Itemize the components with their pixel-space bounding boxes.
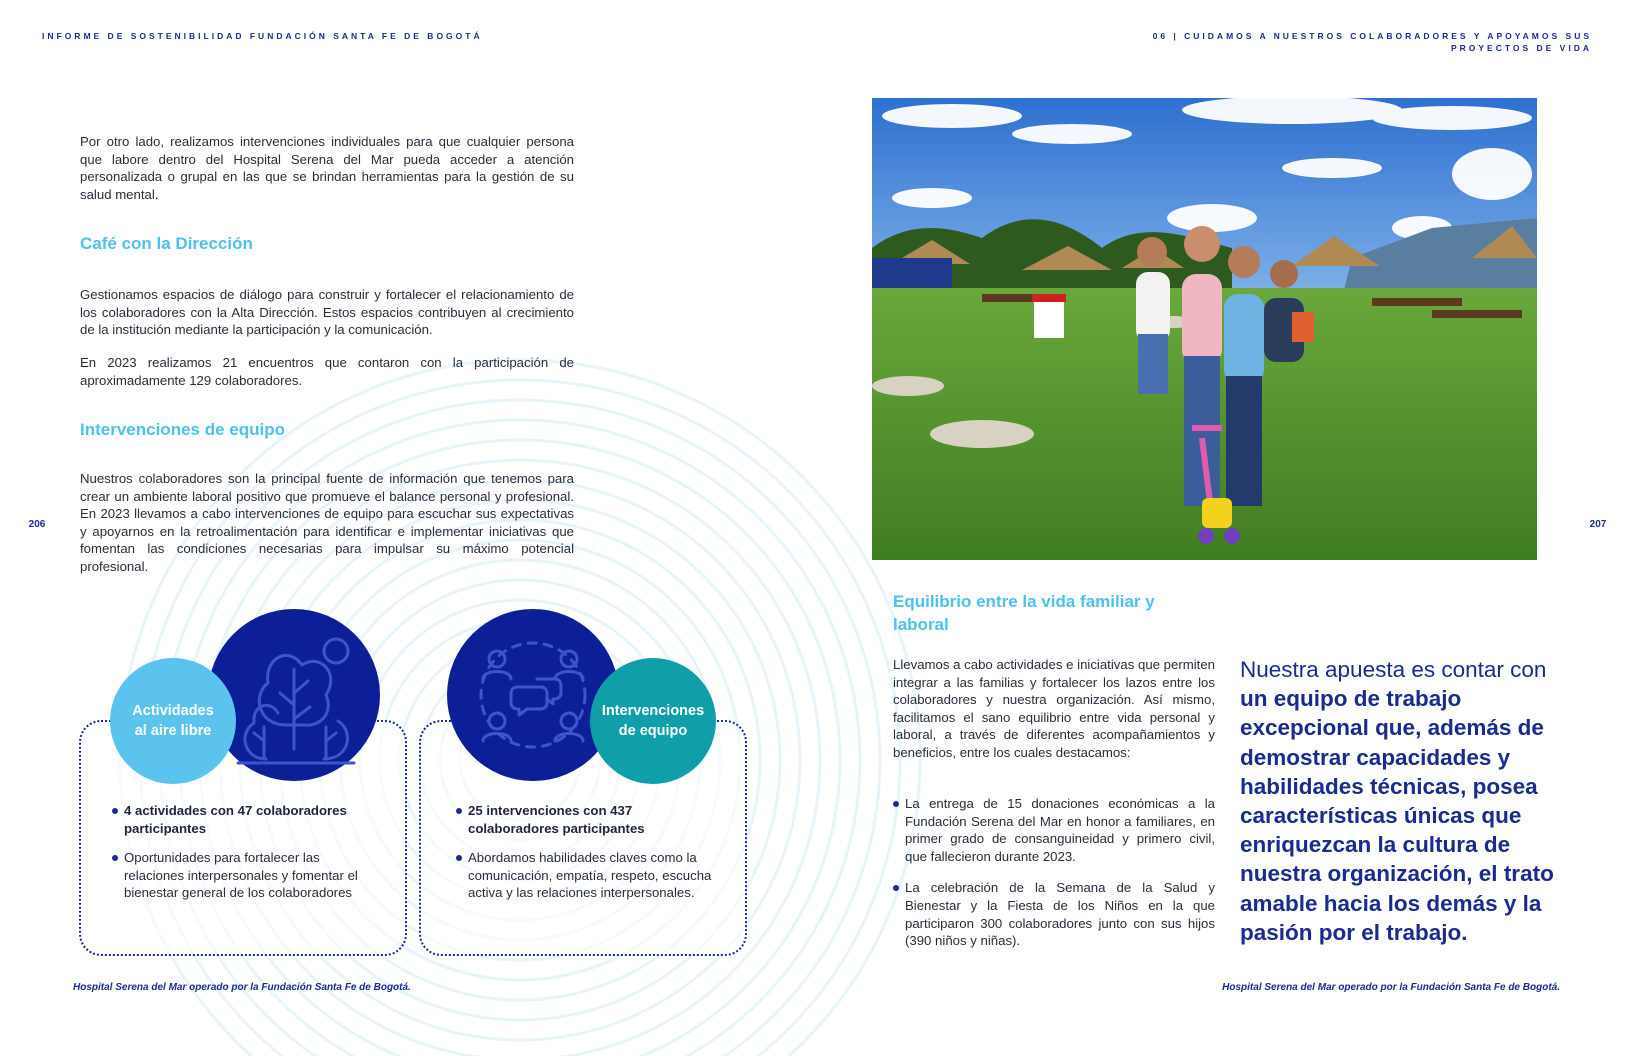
team-bullet-1: 25 intervenciones con 437 colaboradores participantes <box>456 802 726 837</box>
running-header-right: 06 | CUIDAMOS A NUESTROS COLABORADORES Y APOYAMOS SUS PROYECTOS DE VIDA <box>1152 31 1592 53</box>
family-photo <box>872 98 1537 560</box>
trees-icon <box>208 609 380 781</box>
pull-quote-lead: Nuestra apuesta es contar con <box>1240 657 1547 682</box>
team-interventions-label: Intervenciones de equipo <box>590 658 716 784</box>
heading-intervenciones-equipo: Intervenciones de equipo <box>80 420 285 439</box>
heading-equilibrio: Equilibrio entre la vida familiar y laboral <box>893 592 1155 634</box>
intro-paragraph: Por otro lado, realizamos intervenciones individuales para que cualquier persona que labore dentro del Hospital Serena del Mar pueda acceder a atención personalizada o grupal en las que se brindan herramientas para la gestión de su salud mental. <box>80 134 574 202</box>
team-bullet-list <box>456 802 726 914</box>
heading-cafe-direccion: Café con la Dirección <box>80 234 253 253</box>
family-photo-illustration <box>872 98 1537 560</box>
outdoor-bullet-1: 4 actividades con 47 colaboradores participantes <box>112 802 382 837</box>
footer-right: Hospital Serena del Mar operado por la Fundación Santa Fe de Bogotá. <box>1222 982 1560 993</box>
team-icon-circle <box>447 609 619 781</box>
team-bullet-2: Abordamos habilidades claves como la comunicación, empatía, respeto, escucha activa y las relaciones interpersonales. <box>456 849 726 902</box>
page-number-right: 207 <box>1586 514 1610 536</box>
page-number-left: 206 <box>25 514 49 536</box>
equilibrio-bullet-1: La entrega de 15 donaciones económicas a la Fundación Serena del Mar en honor a familiares, en primer grado de consanguineidad y primero civil, que fallecieron durante 2023. <box>893 795 1215 865</box>
equilibrio-bullet-list <box>893 795 1215 962</box>
pull-quote-emphasis: un equipo de trabajo excepcional que, además de demostrar capacidades y habilidades técnicas, posea características únicas que enriquezcan la cultura de nuestra organización, el trato amable hacia los demás y la pasión por el trabajo. <box>1240 686 1554 945</box>
outdoor-icon-circle <box>208 609 380 781</box>
pull-quote <box>1240 655 1580 947</box>
outdoor-activities-label: Actividades al aire libre <box>110 658 236 784</box>
equilibrio-bullet-2: La celebración de la Semana de la Salud y Bienestar y la Fiesta de los Niños en la que participaron 300 colaboradores junto con sus hijos (390 niños y niñas). <box>893 879 1215 949</box>
team-chat-icon <box>447 609 619 781</box>
outdoor-bullet-list <box>112 802 382 914</box>
equipo-paragraph: Nuestros colaboradores son la principal fuente de información que tenemos para crear un ambiente laboral positivo que promueve el balance personal y profesional. En 2023 llevamos a cabo intervenciones de equipo para escuchar sus expectativas y apoyarnos en la retroalimentación para identificar e implementar iniciativas que fomentan las condiciones necesarias para impulsar su máximo potencial profesional. <box>80 471 574 574</box>
equilibrio-paragraph: Llevamos a cabo actividades e iniciativas que permiten integrar a las familias y fortalecer los lazos entre los colaboradores y nuestra organización. Así mismo, facilitamos el sano equilibrio entre vida personal y laboral, a través de diferentes acompañamientos y beneficios, entre los cuales destacamos: <box>893 657 1215 760</box>
outdoor-bullet-2: Oportunidades para fortalecer las relaciones interpersonales y fomentar el bienestar general de los colaboradores <box>112 849 382 902</box>
running-header-left: INFORME DE SOSTENIBILIDAD FUNDACIÓN SANTA FE DE BOGOTÁ <box>42 31 483 41</box>
cafe-paragraph-2: En 2023 realizamos 21 encuentros que contaron con la participación de aproximadamente 129 colaboradores. <box>80 355 574 388</box>
footer-left: Hospital Serena del Mar operado por la Fundación Santa Fe de Bogotá. <box>73 982 411 993</box>
cafe-paragraph-1: Gestionamos espacios de diálogo para construir y fortalecer el relacionamiento de los colaboradores con la Alta Dirección. Estos espacios contribuyen al crecimiento de la institución mediante la participación y la comunicación. <box>80 287 574 338</box>
